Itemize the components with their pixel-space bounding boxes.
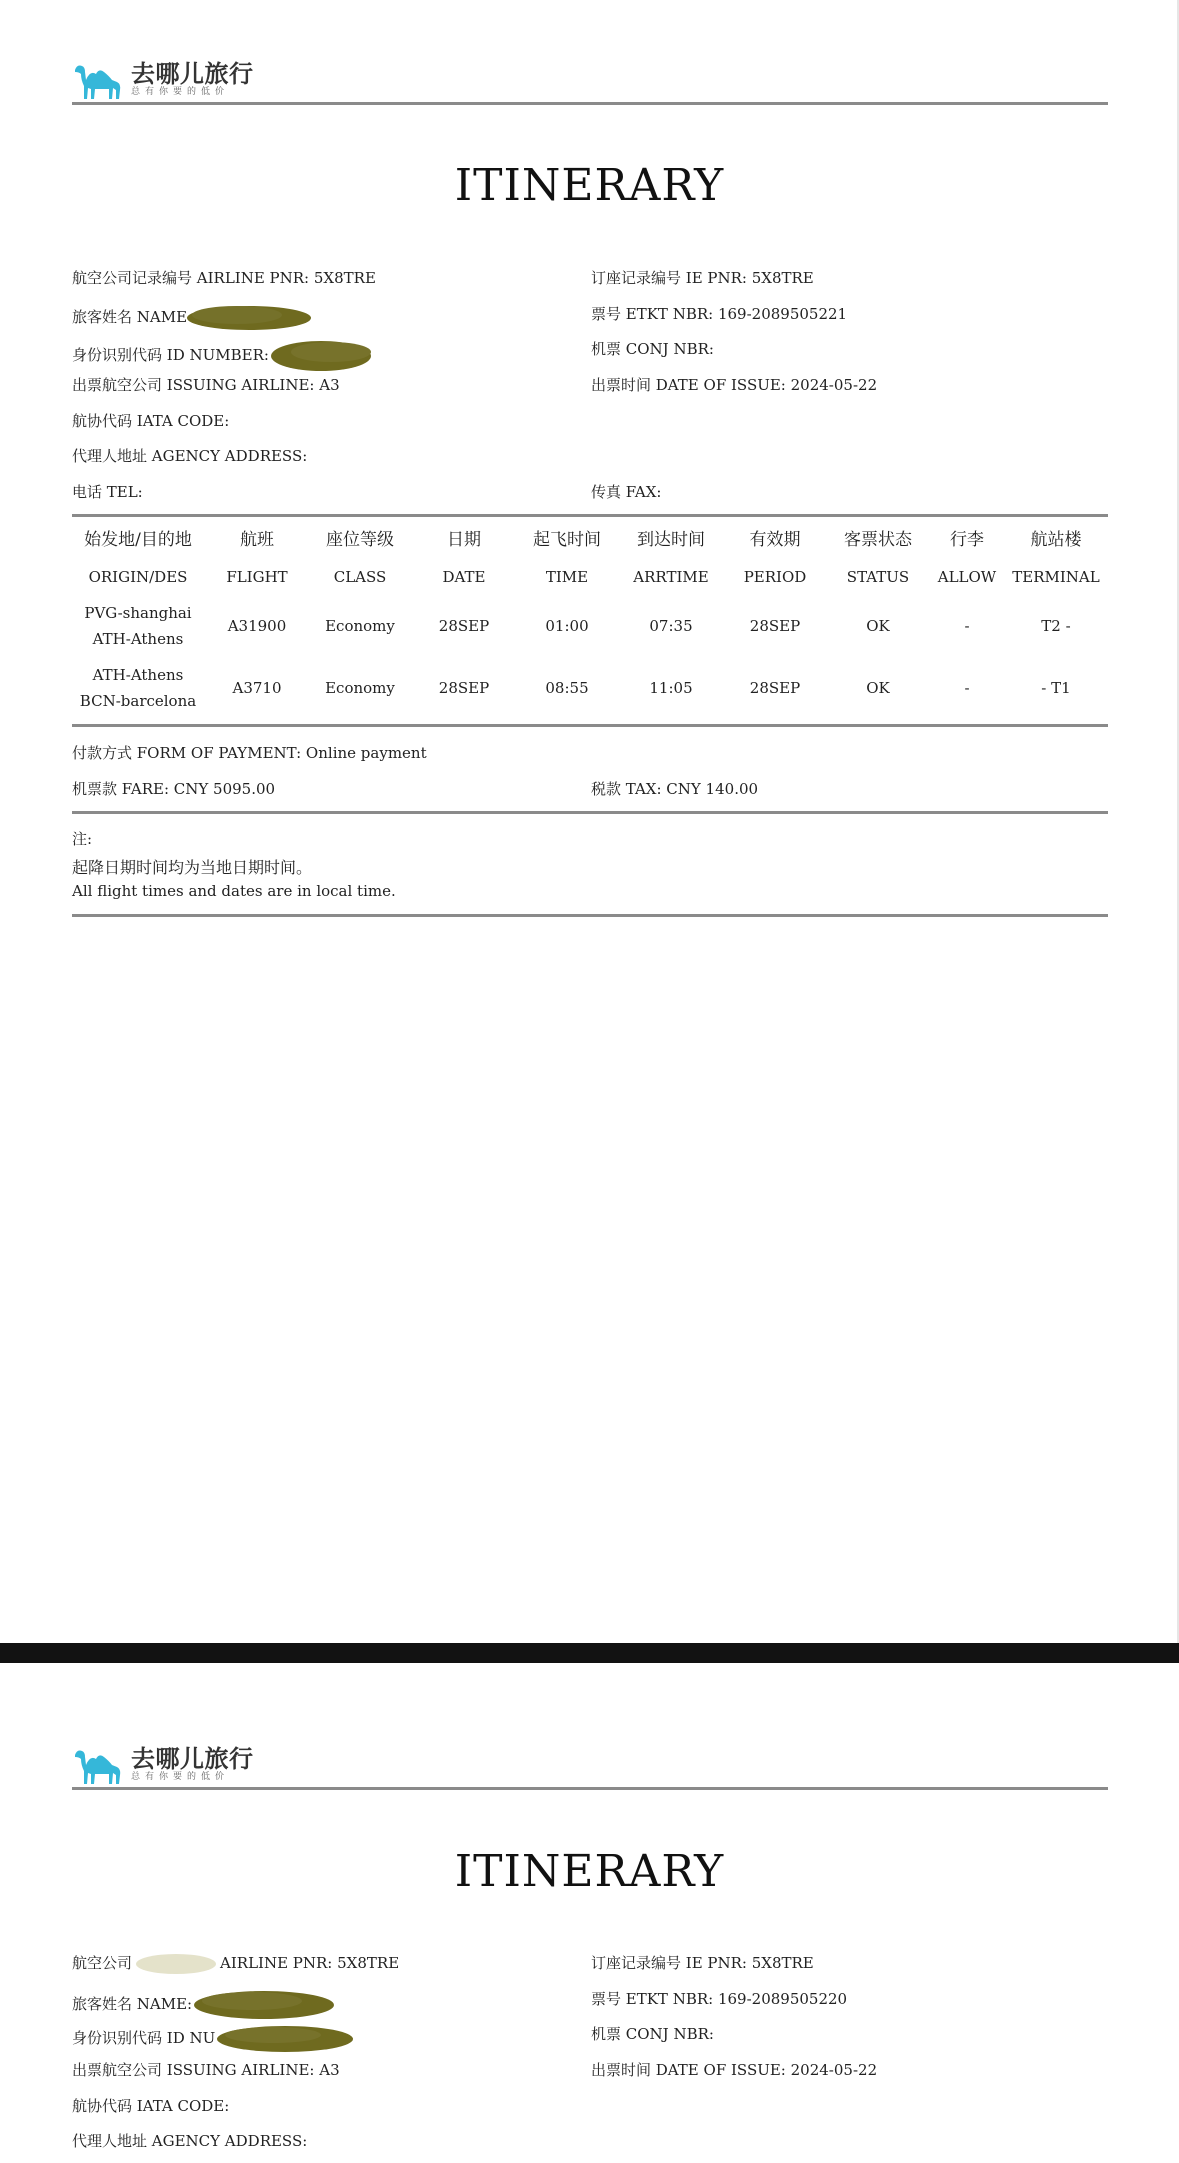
header-en-class: CLASS — [333, 568, 387, 586]
id-number-label: 身份识别代码 ID NU — [72, 2029, 216, 2047]
fax: 传真 FAX: — [591, 483, 662, 501]
header-class: 座位等级 — [326, 530, 394, 550]
row-status: OK — [866, 617, 890, 635]
header-en-flight: FLIGHT — [226, 568, 288, 586]
row-period: 28SEP — [749, 617, 801, 635]
header-rule — [72, 102, 1108, 105]
iata-code: 航协代码 IATA CODE: — [72, 412, 230, 430]
row-allow: - — [964, 679, 970, 697]
issuing-airline: 出票航空公司 ISSUING AIRLINE: A3 — [72, 376, 340, 394]
header-en-status: STATUS — [846, 568, 910, 586]
ie-pnr: 订座记录编号 IE PNR: 5X8TRE — [591, 1954, 814, 1972]
itinerary-page-2 — [0, 1663, 1179, 2163]
passenger-name-label: 旅客姓名 NAME — [72, 308, 188, 326]
row-terminal: T2 - — [1041, 617, 1071, 635]
brand-logo — [73, 58, 254, 100]
page-title: ITINERARY — [454, 160, 725, 211]
row-date: 28SEP — [438, 617, 490, 635]
header-terminal: 航站楼 — [1030, 530, 1082, 550]
airline-pnr-prefix: 航空公司 — [72, 1954, 133, 1972]
row-flight: A3710 — [232, 679, 282, 697]
brand-name: 去哪儿旅行 — [131, 1744, 254, 1773]
header-en-origin-des: ORIGIN/DES — [88, 568, 188, 586]
header-time: 起飞时间 — [533, 530, 601, 550]
row-class: Economy — [325, 679, 395, 697]
redaction-scribble — [187, 303, 315, 333]
row-arrtime: 07:35 — [649, 617, 693, 635]
row-status: OK — [866, 679, 890, 697]
row-allow: - — [964, 617, 970, 635]
row-terminal: - T1 — [1041, 679, 1071, 697]
airline-pnr — [72, 1952, 399, 1976]
redaction-scribble — [215, 2023, 355, 2055]
table-bottom-rule — [72, 724, 1108, 727]
id-number — [72, 338, 379, 374]
passenger-name-label: 旅客姓名 NAME: — [72, 1995, 193, 2013]
airline-pnr: 航空公司记录编号 AIRLINE PNR: 5X8TRE — [72, 269, 376, 287]
conj-number: 机票 CONJ NBR: — [591, 340, 714, 358]
note-cn: 起降日期时间均为当地日期时间。 — [72, 858, 313, 877]
row-time: 01:00 — [545, 617, 589, 635]
header-period: 有效期 — [749, 530, 801, 550]
header-arrtime: 到达时间 — [637, 530, 705, 550]
row-origin: ATH-Athens — [92, 666, 184, 684]
row-class: Economy — [325, 617, 395, 635]
redaction-scribble — [134, 1952, 218, 1976]
brand-slogan: 总有你要的低价 — [131, 1771, 230, 1782]
row-flight: A31900 — [227, 617, 287, 635]
passenger-name — [72, 303, 315, 333]
header-status: 客票状态 — [844, 530, 912, 550]
tax: 税款 TAX: CNY 140.00 — [591, 780, 759, 798]
agency-address: 代理人地址 AGENCY ADDRESS: — [72, 2132, 308, 2150]
note-en: All flight times and dates are in local time. — [72, 882, 396, 900]
row-destination: BCN-barcelona — [79, 692, 197, 710]
header-allow: 行李 — [950, 530, 984, 550]
header-rule — [72, 1787, 1108, 1790]
issuing-airline: 出票航空公司 ISSUING AIRLINE: A3 — [72, 2061, 340, 2079]
row-destination: ATH-Athens — [92, 630, 184, 648]
etkt-number: 票号 ETKT NBR: 169-2089505220 — [591, 1990, 848, 2008]
form-of-payment: 付款方式 FORM OF PAYMENT: Online payment — [72, 744, 427, 762]
id-number — [72, 2023, 355, 2055]
redaction-scribble — [269, 338, 379, 374]
etkt-number: 票号 ETKT NBR: 169-2089505221 — [591, 305, 848, 323]
header-en-allow: ALLOW — [937, 568, 997, 586]
row-time: 08:55 — [545, 679, 589, 697]
header-en-time: TIME — [545, 568, 589, 586]
brand-name: 去哪儿旅行 — [131, 59, 254, 88]
note-label: 注: — [72, 830, 93, 848]
tel: 电话 TEL: — [72, 483, 143, 501]
footer-rule — [72, 914, 1108, 917]
agency-address: 代理人地址 AGENCY ADDRESS: — [72, 447, 308, 465]
page-separator — [0, 1643, 1179, 1663]
row-origin: PVG-shanghai — [84, 604, 192, 622]
ie-pnr: 订座记录编号 IE PNR: 5X8TRE — [591, 269, 814, 287]
row-period: 28SEP — [749, 679, 801, 697]
passenger-name — [72, 1988, 336, 2022]
conj-number: 机票 CONJ NBR: — [591, 2025, 714, 2043]
row-arrtime: 11:05 — [649, 679, 693, 697]
airline-pnr-value: AIRLINE PNR: 5X8TRE — [220, 1954, 400, 1972]
brand-slogan: 总有你要的低价 — [131, 86, 230, 97]
camel-icon — [73, 1743, 127, 1785]
date-of-issue: 出票时间 DATE OF ISSUE: 2024-05-22 — [591, 376, 878, 394]
header-en-period: PERIOD — [743, 568, 807, 586]
payment-rule — [72, 811, 1108, 814]
table-top-rule — [72, 514, 1108, 517]
redaction-scribble — [192, 1988, 336, 2022]
page-title: ITINERARY — [454, 1846, 725, 1897]
header-en-arrtime: ARRTIME — [633, 568, 709, 586]
row-date: 28SEP — [438, 679, 490, 697]
camel-icon — [73, 58, 127, 100]
date-of-issue: 出票时间 DATE OF ISSUE: 2024-05-22 — [591, 2061, 878, 2079]
fare: 机票款 FARE: CNY 5095.00 — [72, 780, 276, 798]
header-en-terminal: TERMINAL — [1012, 568, 1100, 586]
header-en-date: DATE — [442, 568, 486, 586]
header-flight: 航班 — [240, 530, 274, 550]
brand-logo — [73, 1743, 254, 1785]
id-number-label: 身份识别代码 ID NUMBER: — [72, 346, 269, 364]
header-origin-des: 始发地/目的地 — [84, 530, 192, 550]
header-date: 日期 — [447, 530, 481, 550]
iata-code: 航协代码 IATA CODE: — [72, 2097, 230, 2115]
